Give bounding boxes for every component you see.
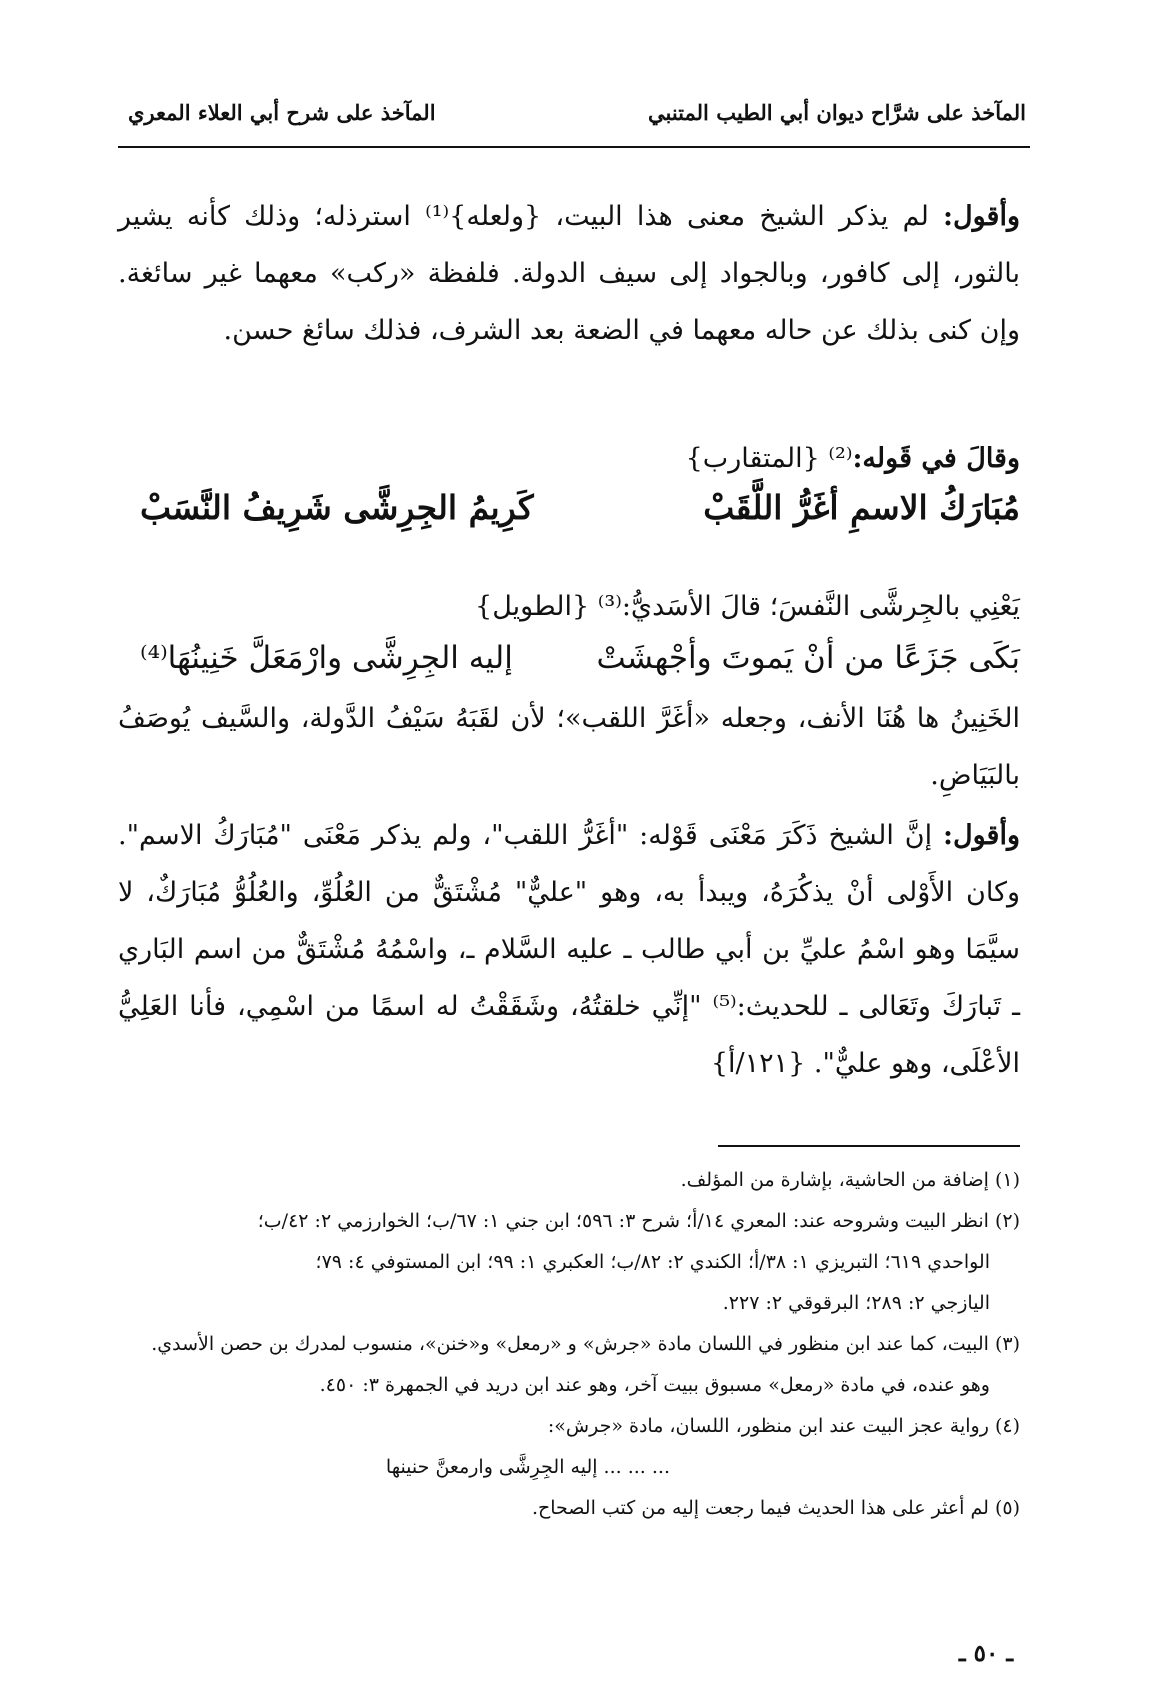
footnote-divider bbox=[718, 1145, 1020, 1147]
verse-2-right-hemistich: بَكَى جَزَعًا من أنْ يَموتَ وأجْهشَتْ bbox=[596, 640, 1020, 676]
footnote-4: (٤) رواية عجز البيت عند ابن منظور، اللسان، مادة «جرش»: bbox=[547, 1415, 1020, 1437]
paragraph-4 bbox=[118, 690, 1020, 804]
paragraph-1 bbox=[118, 188, 1020, 359]
paragraph-2-text: ⁽²⁾ {المتقارب} bbox=[685, 443, 853, 474]
verse-2-left-hemistich: إليه الجِرِشَّى وارْمَعَلَّ خَنِينُهَا⁽⁴⁾ bbox=[140, 640, 513, 676]
verse-1-left-hemistich: كَرِيمُ الجِرِشَّى شَرِيفُ النَّسَبْ bbox=[140, 488, 534, 527]
verse-1-right-hemistich: مُبَارَكُ الاسمِ أغَرُّ اللَّقَبْ bbox=[703, 488, 1020, 527]
paragraph-1-lead: وأقول: bbox=[943, 201, 1020, 232]
paragraph-3-text: يَعْنِي بالجِرشَّى النَّفسَ؛ قالَ الأسَديُّ:⁽³⁾ {الطويل} bbox=[475, 591, 1020, 622]
paragraph-1-text: لم يذكر الشيخ معنى هذا البيت، {ولعله}⁽¹⁾ استرذله؛ وذلك كأنه يشير بالثور، إلى كافور، وبالجواد إلى سيف الدولة. فلفظة «ركب» معهما غير سائغة. وإن كنى بذلك عن حاله معهما في الضعة بعد الشرف، فذلك سائغ حسن. bbox=[118, 201, 1020, 346]
paragraph-5-lead: وأقول: bbox=[943, 820, 1020, 851]
footnote-2-continued-2: اليازجي ٢: ٢٨٩؛ البرقوقي ٢: ٢٢٧. bbox=[722, 1292, 990, 1314]
paragraph-5-text: إنَّ الشيخ ذَكَرَ مَعْنَى قَوْله: "أغَرُّ اللقب"، ولم يذكر مَعْنَى "مُبَارَكُ الاسم". وكان الأَوْلى أنْ يذكُرَهُ، ويبدأ به، وهو "عليٌّ" مُشْتَقٌّ من العُلُوِّ، والعُلُوُّ مُبَارَكٌ، لا سيَّمَا وهو اسْمُ عليِّ بن أبي طالب ـ عليه السَّلام ـ، واسْمُهُ مُشْتَقٌّ من اسم البَاري ـ تَبارَكَ وتَعَالى ـ للحديث:⁽⁵⁾ "إنِّي خلقتُهُ، وشَقَقْتُ له اسمًا من اسْمِي، فأنا العَلِيُّ الأعْلَى، وهو عليٌّ". {١٢١/أ} bbox=[118, 820, 1021, 1079]
footnote-3: (٣) البيت، كما عند ابن منظور في اللسان مادة «جرش» و «رمعل» و«خنن»، منسوب لمدرك بن حصن الأسدي. bbox=[151, 1333, 1020, 1355]
header-book-title: المآخذ على شرَّاح ديوان أبي الطيب المتنبي bbox=[648, 99, 1026, 125]
paragraph-2 bbox=[118, 430, 1020, 487]
verse-1 bbox=[140, 488, 1020, 527]
paragraph-4-text: الخَنِينُ ها هُنَا الأنف، وجعله «أغَرَّ اللقب»؛ لأن لقَبَهُ سَيْفُ الدَّولة، والسَّيف يُوصَفُ بالبَيَاضِ. bbox=[118, 703, 1020, 791]
paragraph-3 bbox=[118, 578, 1020, 635]
footnote-2-continued: الواحدي ٦١٩؛ التبريزي ١: ٣٨/أ؛ الكندي ٢: ٨٢/ب؛ العكبري ١: ٩٩؛ ابن المستوفي ٤: ٧٩؛ bbox=[315, 1251, 990, 1273]
footnote-2: (٢) انظر البيت وشروحه عند: المعري ١٤/أ؛ شرح ٣: ٥٩٦؛ ابن جني ١: ٦٧/ب؛ الخوارزمي ٢: ٤٢/ب؛ bbox=[257, 1210, 1020, 1232]
header-divider bbox=[118, 146, 1030, 148]
footnotes bbox=[118, 1160, 1020, 1529]
running-header bbox=[128, 92, 1026, 132]
paragraph-5 bbox=[118, 807, 1020, 1092]
page-number: ـ ٥٠ ـ bbox=[958, 1640, 1014, 1667]
footnote-4-verse: ... ... ... إليه الجِرِشَّى وارمعنَّ حنينها bbox=[385, 1456, 670, 1478]
footnote-3-continued: وهو عنده، في مادة «رمعل» مسبوق ببيت آخر، وهو عند ابن دريد في الجمهرة ٣: ٤٥٠. bbox=[319, 1374, 990, 1396]
footnote-5: (٥) لم أعثر على هذا الحديث فيما رجعت إليه من كتب الصحاح. bbox=[531, 1497, 1020, 1519]
footnote-1: (١) إضافة من الحاشية، بإشارة من المؤلف. bbox=[680, 1169, 1020, 1191]
verse-2 bbox=[140, 640, 1020, 676]
paragraph-2-lead: وقالَ في قَوله: bbox=[852, 443, 1020, 474]
header-section-title: المآخذ على شرح أبي العلاء المعري bbox=[128, 99, 436, 125]
